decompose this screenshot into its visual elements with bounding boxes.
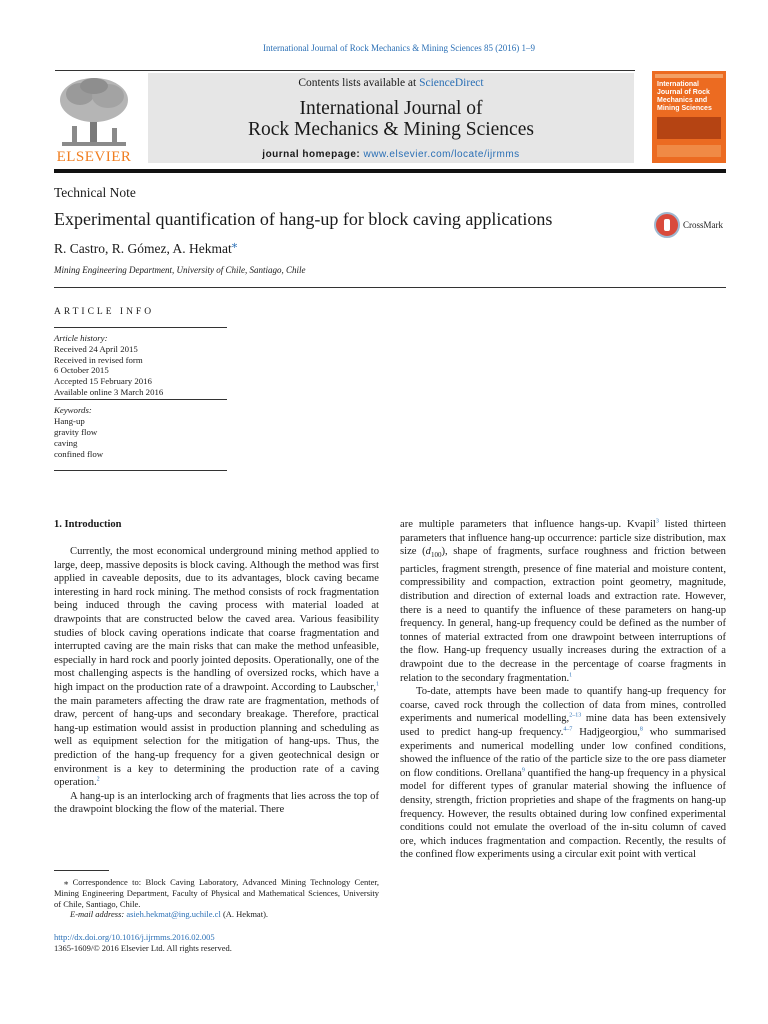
- article-history: [54, 333, 254, 398]
- tree-logo-icon: [54, 76, 134, 150]
- citation-ref[interactable]: 9: [521, 767, 525, 774]
- paragraph: A hang-up is an interlocking arch of fragments that lies across the top of the drawpoint blocking the flow of the material. There: [54, 790, 379, 816]
- author-list: [54, 238, 238, 257]
- section-heading: 1. Introduction: [54, 519, 122, 530]
- email-line: E-mail address: asieh.hekmat@ing.uchile.cl (A. Hekmat).: [70, 909, 269, 920]
- crossmark-badge[interactable]: [654, 212, 728, 242]
- paragraph: are multiple parameters that influence hangs-up. Kvapil$^3$ listed thirteen parameters that influence hang-up occurrence: particle size distribution, max size $(d_{100})$, shape of fragments, surface roughness and friction between particles, fragment strength, presence of fine material and moisture content, compressibility and compaction, extraction point geometry, magnitude, distribution and direction of external loads and extraction rate. However, there is a need to quantify the influence of these parameters on hang-up frequency. In general, hang-up frequency could be defined as the number of tonnes of material extracted from one drawpoint between interruptions of the flow. Hang-up frequency usually increases during the extraction of a drawpoint due to the decrease in the percentage of coarse fragments in relation to the secondary fragmentation.$^1$: [400, 518, 726, 684]
- sciencedirect-link[interactable]: ScienceDirect: [419, 77, 484, 89]
- journal-cover[interactable]: [652, 71, 726, 163]
- crossmark-bookmark-icon: [664, 219, 670, 231]
- citation-ref[interactable]: 1: [376, 681, 379, 688]
- publisher-name: ELSEVIER: [56, 149, 132, 165]
- article-info-rule-2: [54, 399, 227, 400]
- authors: R. Castro, R. Gómez, A. Hekmat: [54, 241, 232, 256]
- citation-ref[interactable]: 3: [655, 518, 659, 525]
- article-info-rule-3: [54, 470, 227, 471]
- footnote: [54, 877, 379, 920]
- cover-bar: [655, 74, 723, 78]
- elsevier-logo[interactable]: [54, 76, 134, 166]
- citation-ref[interactable]: 2: [96, 776, 100, 783]
- keyword: gravity flow: [54, 427, 98, 437]
- cover-title: International Journal of Rock Mechanics and Mining Sciences: [657, 81, 712, 112]
- journal-title: [148, 98, 634, 140]
- contents-prefix: Contents lists available at: [298, 77, 420, 89]
- journal-reference[interactable]: International Journal of Rock Mechanics & Mining Sciences 85 (2016) 1–9: [263, 43, 535, 53]
- footnote-rule: [54, 870, 109, 871]
- cover-footer: [657, 145, 721, 157]
- journal-title-line1: International Journal of: [299, 98, 483, 119]
- journal-homepage: [148, 149, 634, 160]
- keyword: caving: [54, 438, 78, 448]
- affiliation: Mining Engineering Department, University of Chile, Santiago, Chile: [54, 265, 306, 275]
- copyright: 1365-1609/© 2016 Elsevier Ltd. All rights reserved.: [54, 943, 232, 953]
- corresponding-author-mark[interactable]: ⁎: [231, 238, 238, 251]
- keywords: [54, 405, 254, 460]
- history-item: Received in revised form: [54, 354, 143, 365]
- section-rule: [54, 287, 726, 288]
- history-item: Received 24 April 2015: [54, 343, 138, 354]
- email-link[interactable]: asieh.hekmat@ing.uchile.cl: [126, 909, 221, 920]
- history-item: Available online 3 March 2016: [54, 386, 164, 397]
- body-column-right: [400, 518, 726, 862]
- contents-line: [148, 77, 634, 89]
- doi-block: [54, 932, 232, 954]
- crossmark-label: CrossMark: [683, 220, 723, 230]
- article-info-heading: ARTICLE INFO: [54, 307, 155, 317]
- citation-ref[interactable]: 8: [639, 726, 643, 733]
- paragraph: Currently, the most economical underground mining method applied to large, deep, massive deposits is block caving. Although the method was first applied in caveable deposits, due to its advantages, block caving became interesting in hard rock mining. The method consists of rock fragmentation being induced through the caving process with material loaded at drawpoints that are constructed below the caved area. Various feasibility studies of block caving operations indicate that coarse fragmentation and interrupted caving are the main risks that can make the method unfeasible, especially in hard rock and poorly jointed deposits. Operationally, one of the most challenging aspects is the handling of oversized rocks, which have a high impact on the production rate of a drawpoint. According to Laubscher,$^1$ the main parameters affecting the draw rate are fragmentation, methods of draw, percent of hang-ups and secondary breakage. Therefore, practical hang-up estimation would assist in production planning and scheduling as well as equipment selection for the mitigation of hang-ups. Thus, the prediction of the hang-up frequency for a given geotechnical design or environment is a key to determining the production rate of a caving operation.$^2$: [54, 546, 379, 789]
- keyword: Hang-up: [54, 416, 85, 426]
- correspondence-note: ⁎ Correspondence to: Block Caving Laboratory, Advanced Mining Technology Center, Mining Engineering Department, Faculty of Physical and Mathematical Sciences, University of Chile, Santiago, Chile.: [54, 877, 379, 909]
- citation-ref[interactable]: 4–7: [563, 726, 573, 733]
- homepage-prefix: journal homepage:: [262, 149, 364, 160]
- keywords-label: Keywords:: [54, 405, 92, 415]
- doi-link[interactable]: http://dx.doi.org/10.1016/j.ijrmms.2016.02.005: [54, 932, 215, 942]
- article-type: Technical Note: [54, 185, 136, 200]
- header-rule: [55, 70, 635, 71]
- crossmark-icon: [654, 212, 680, 238]
- history-item: Accepted 15 February 2016: [54, 376, 152, 387]
- article-title: Experimental quantification of hang-up for block caving applications: [54, 209, 553, 229]
- citation-ref[interactable]: 2–13: [569, 712, 582, 719]
- journal-title-line2: Rock Mechanics & Mining Sciences: [248, 119, 534, 140]
- keyword: confined flow: [54, 449, 104, 459]
- header-thick-rule: [54, 169, 726, 173]
- citation-ref[interactable]: 1: [569, 672, 573, 679]
- paragraph: To-date, attempts have been made to quantify hang-up frequency for coarse, caved rock through the collection of data from mines, controlled experiments and numerical modelling,$^{2-13}$ mine data has been extensively used to predict hang-up frequency.$^{4-7}$ Hadjgeorgiou,$^8$ who summarised experiments and numerical modelling under low confined conditions, showed the influence of the ratio of the particle size to the ore pass diameter on flow conditions. Orellana$^9$ quantified the hang-up frequency in a physical model for different types of granular material showing the influence of density, strength, friction proprieties and shape of the fragments on hang-up frequency. However, the results obtained during low confined experimental conditions could not emulate the overload of the in-situ column of caved ore, which induces fragmentation and compaction. Recently, the results of the confined flow experiments using a circular exit point with vertical: [400, 686, 726, 861]
- history-label: Article history:: [54, 333, 108, 343]
- history-item: 6 October 2015: [54, 365, 109, 376]
- homepage-link[interactable]: www.elsevier.com/locate/ijrmms: [363, 149, 520, 160]
- body-column-left: [54, 545, 379, 817]
- article-info-rule-1: [54, 327, 227, 328]
- cover-image: [657, 117, 721, 139]
